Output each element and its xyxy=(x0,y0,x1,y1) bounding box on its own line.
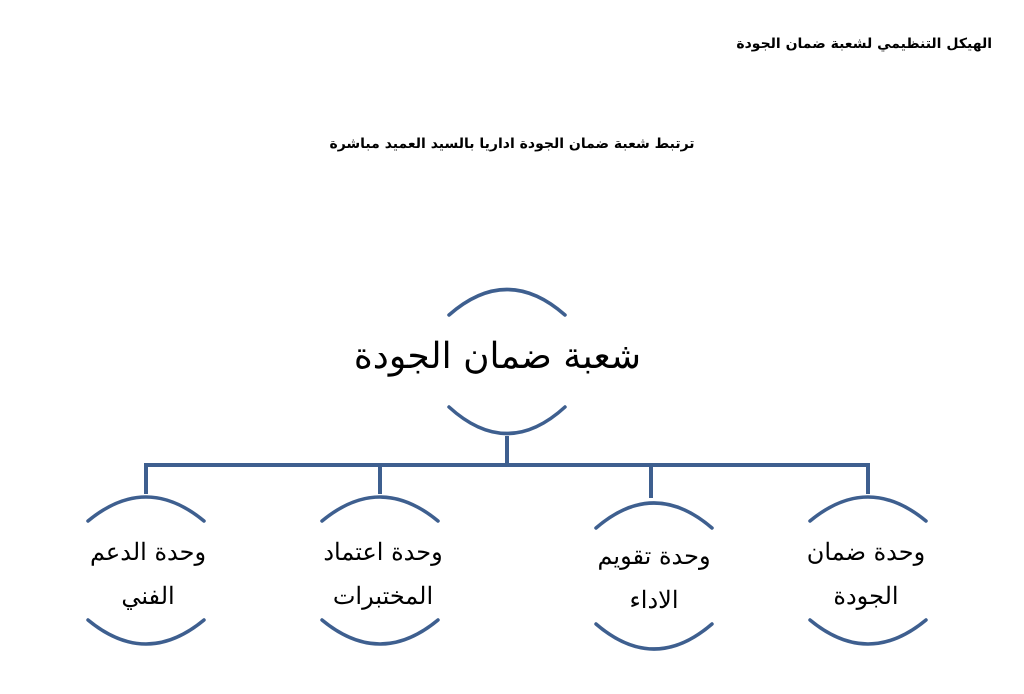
unit-3-top-arc xyxy=(322,497,438,521)
unit-node-1-line1: وحدة ضمان xyxy=(806,538,926,566)
unit-node-1-line2: الجودة xyxy=(833,582,899,610)
unit-node-4-line2: الفني xyxy=(121,582,175,610)
unit-node-1-label xyxy=(788,530,944,618)
unit-node-3-line1: وحدة اعتماد xyxy=(323,538,443,566)
unit-node-2-label xyxy=(576,534,732,622)
unit-node-3-line2: المختبرات xyxy=(332,582,434,610)
unit-node-4-line1: وحدة الدعم xyxy=(89,538,207,566)
unit-node-2-line1: وحدة تقويم xyxy=(597,542,711,570)
root-node-bottom-arc xyxy=(449,407,565,434)
page-heading: الهيكل التنظيمي لشعبة ضمان الجودة xyxy=(736,36,992,52)
unit-4-top-arc xyxy=(88,497,204,521)
unit-node-4-label xyxy=(70,530,226,618)
page-subheading: ترتبط شعبة ضمان الجودة اداريا بالسيد العميد مباشرة xyxy=(329,136,695,152)
unit-2-bottom-arc xyxy=(596,624,712,649)
unit-node-3-label xyxy=(305,530,461,618)
root-node-label: شعبة ضمان الجودة xyxy=(353,336,641,377)
unit-1-top-arc xyxy=(810,497,926,521)
unit-4-bottom-arc xyxy=(88,620,204,644)
unit-3-bottom-arc xyxy=(322,620,438,644)
unit-node-2-line2: الاداء xyxy=(629,586,679,614)
root-node-top-arc xyxy=(449,290,565,316)
unit-2-top-arc xyxy=(596,503,712,528)
unit-1-bottom-arc xyxy=(810,620,926,644)
connectors xyxy=(146,436,868,498)
